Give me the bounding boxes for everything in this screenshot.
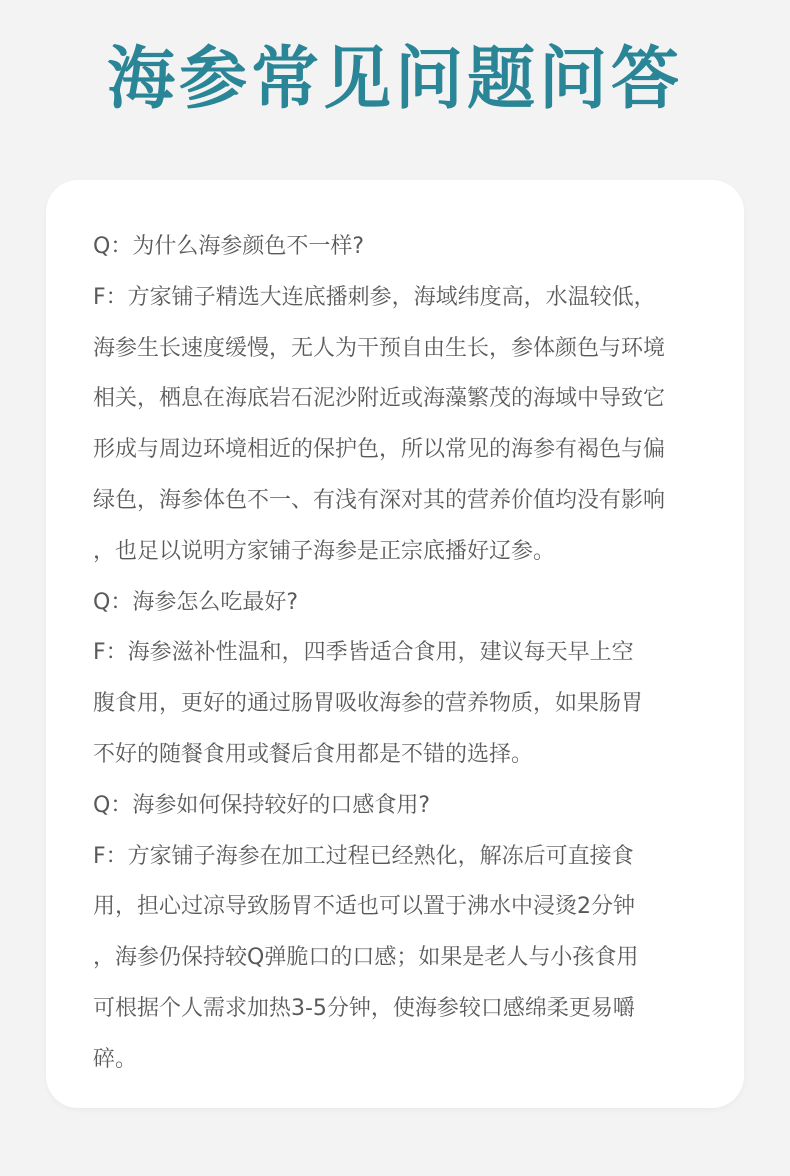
faq-text: Q：为什么海参颜色不一样? F：方家铺子精选大连底播刺参，海域纬度高，水温较低， 海参生长速度缓慢，无人为干预自由生长，参体颜色与环境 相关，栖息在海底岩石泥沙附近或海藻繁茂的海域中导致它 形成与周边环境相近的保护色，所以常见的海参有褐色与偏 绿色，海参体色不一、有浅有深对其的营养价值均没有影响 ，也足以说明方家铺子海参是正宗底播好辽参。 Q：海参怎么吃最好? F：海参滋补性温和，四季皆适合食用，建议每天早上空 腹食用，更好的通过肠胃吸收海参的营养物质，如果肠胃 不好的随餐食用或餐后食用都是不错的选择。 Q：海参如何保持较好的口感食用? F：方家铺子海参在加工过程已经熟化，解冻后可直接食 用，担心过凉导致肠胃不适也可以置于沸水中浸烫2分钟 ，海参仍保持较Q弹脆口的口感；如果是老人与小孩食用 可根据个人需求加热3-5分钟，使海参较口感绵柔更易嚼 碎。: [93, 234, 666, 1072]
faq-card: [46, 180, 744, 1108]
page-title: 海参常见问题问答: [106, 40, 683, 119]
